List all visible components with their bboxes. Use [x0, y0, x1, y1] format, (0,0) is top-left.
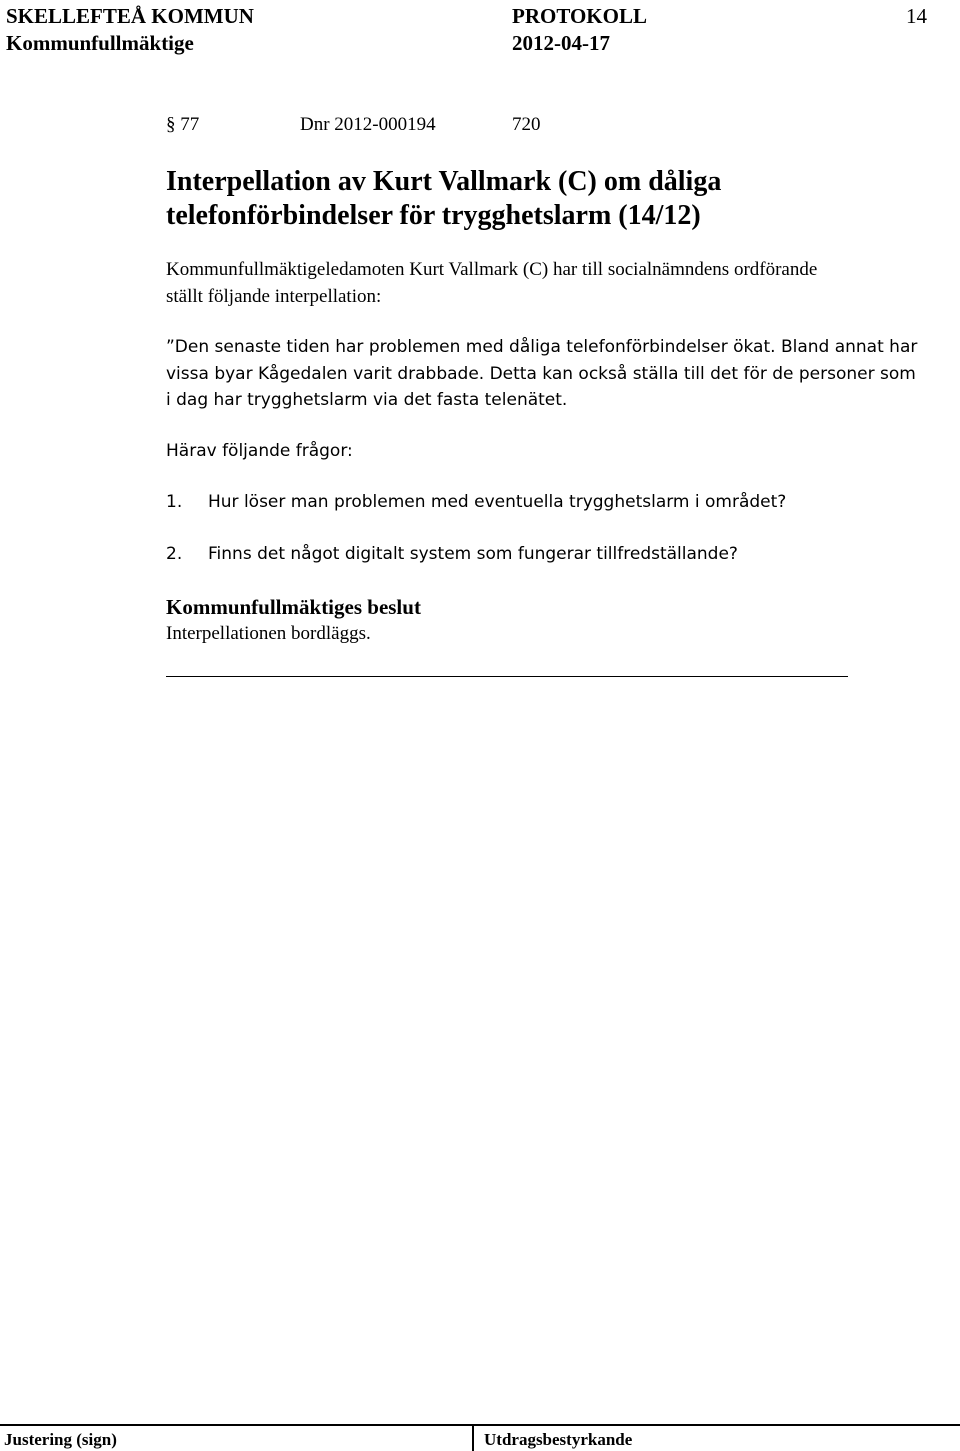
- questions-heading: Härav följande frågor:: [166, 441, 353, 461]
- page-number: 14: [906, 4, 927, 28]
- interpellation-line-3: i dag har trygghetslarm via det fasta telenätet.: [166, 390, 568, 410]
- section-number: § 77: [166, 114, 200, 135]
- intro-line-1: Kommunfullmäktigeledamoten Kurt Vallmark (C) har till socialnämndens ordförande: [166, 259, 818, 280]
- question-number: 2.: [166, 544, 183, 564]
- question-text: Finns det något digitalt system som fungerar tillfredställande?: [208, 544, 738, 564]
- footer-divider: [472, 1424, 474, 1451]
- interpellation-line-1: ”Den senaste tiden har problemen med dåliga telefonförbindelser ökat. Bland annat har: [166, 337, 918, 357]
- footer-rule: [0, 1424, 960, 1426]
- question-number: 1.: [166, 492, 183, 512]
- question-text: Hur löser man problemen med eventuella trygghetslarm i området?: [208, 492, 787, 512]
- footer-utdragsbestyrkande: Utdragsbestyrkande: [484, 1430, 633, 1449]
- decision-heading: Kommunfullmäktiges beslut: [166, 595, 421, 619]
- case-code: 720: [512, 114, 541, 135]
- organization-name: SKELLEFTEÅ KOMMUN: [6, 4, 254, 28]
- body-name: Kommunfullmäktige: [6, 31, 194, 55]
- meeting-date: 2012-04-17: [512, 31, 610, 55]
- interpellation-line-2: vissa byar Kågedalen varit drabbade. Detta kan också ställa till det för de personer som: [166, 364, 916, 384]
- section-separator: [166, 676, 848, 677]
- title-line-2: telefonförbindelser för trygghetslarm (14/12): [166, 200, 701, 231]
- footer-justering: Justering (sign): [4, 1430, 117, 1449]
- intro-line-2: ställt följande interpellation:: [166, 286, 382, 307]
- title-line-1: Interpellation av Kurt Vallmark (C) om dåliga: [166, 166, 722, 197]
- decision-text: Interpellationen bordläggs.: [166, 623, 371, 644]
- document-type: PROTOKOLL: [512, 4, 647, 28]
- diary-number: Dnr 2012-000194: [300, 114, 436, 135]
